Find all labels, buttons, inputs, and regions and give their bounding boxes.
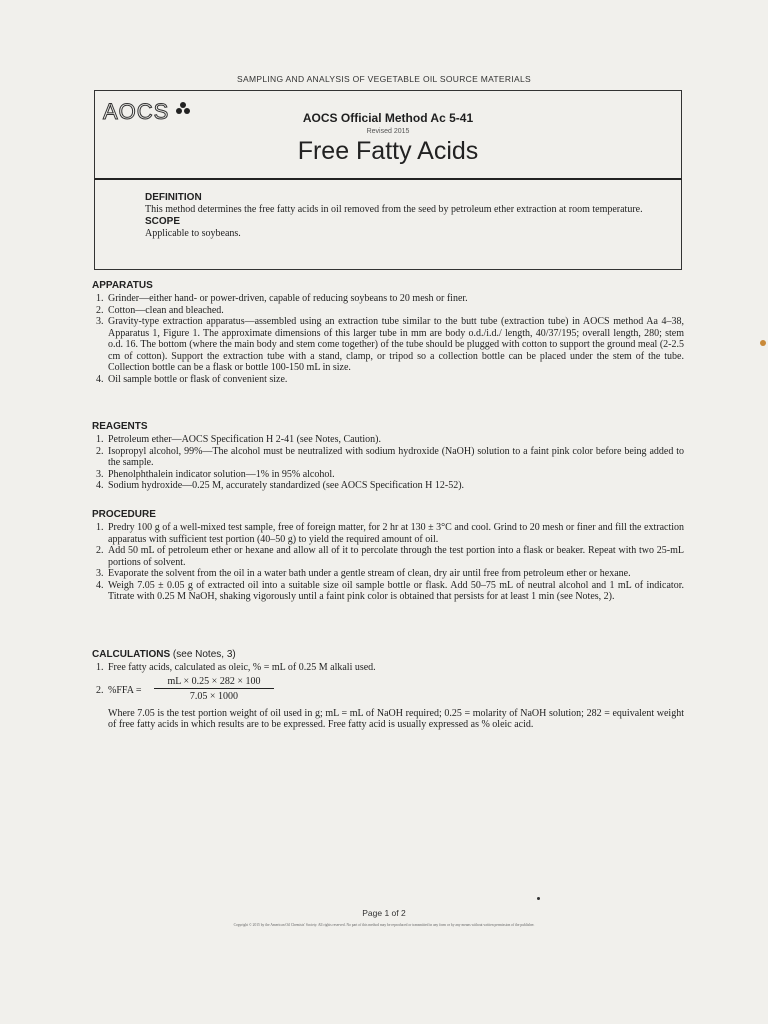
formula-explanation: Where 7.05 is the test portion weight of oil used in g; mL = mL of NaOH required; 0.25 = molarity of NaOH solution; 282 = equivalent weight of free fatty acids in which results are to be expressed. Free fatty acid is usually expressed as % oleic acid. (108, 707, 684, 730)
list-item: 1. Petroleum ether—AOCS Specification H 2-41 (see Notes, Caution). (96, 434, 381, 445)
paper-speck (760, 340, 766, 346)
paper-speck (537, 897, 540, 900)
list-item: 4. Sodium hydroxide—0.25 M, accurately standardized (see AOCS Specification H 12-52). (96, 480, 465, 491)
list-item: 4. Weigh 7.05 ± 0.05 g of extracted oil into a suitable size oil sample bottle or flask. Add 50–75 mL of neutral alcohol and 1 mL of indicator. Titrate with 0.25 M NaOH, shaking vigorously until a faint pink color is obtained that persists for at least 1 min (see Notes, 2). (96, 579, 684, 602)
definition-box (94, 180, 682, 270)
formula-numerator: mL × 0.25 × 282 × 100 (154, 676, 274, 690)
aocs-logo: AOCS (103, 99, 170, 124)
list-item: 1. Grinder—either hand- or power-driven, capable of reducing soybeans to 20 mesh or finer. (96, 293, 468, 304)
apparatus-heading: APPARATUS (92, 280, 153, 291)
ffa-formula: 2. %FFA = $\frac{mL \times 0.25 \times 282 \times 100}{7.05 \times 1000}$ (92, 676, 684, 706)
formula-denominator: 7.05 × 1000 (189, 691, 239, 702)
list-item: 1. Predry 100 g of a well-mixed test sample, free of foreign matter, for 2 hr at 130 ± 3°C and cool. Grind to 20 mesh or finer and fill the extraction apparatus with sufficient test portion (40–50 g) to yield the required amount of oil. (96, 522, 684, 545)
procedure-section (92, 508, 684, 603)
list-item: 2. Add 50 mL of petroleum ether or hexane and allow all of it to percolate through the test portion into a flask or beaker. Repeat with two 25-mL portions of solvent. (96, 545, 684, 568)
title-block (94, 90, 682, 180)
procedure-heading: PROCEDURE (92, 509, 156, 520)
running-header: SAMPLING AND ANALYSIS OF VEGETABLE OIL SOURCE MATERIALS (237, 74, 531, 84)
formula-fraction (154, 676, 274, 703)
definition-heading: DEFINITION (145, 192, 202, 203)
calculations-section (92, 648, 684, 731)
definition-text: This method determines the free fatty acids in oil removed from the seed by petroleum ether extraction at room temperature. (145, 204, 643, 215)
list-item: 1. Free fatty acids, calculated as oleic, % = mL of 0.25 M alkali used. (96, 662, 376, 673)
list-item: 2. Cotton—clean and bleached. (96, 304, 224, 316)
reagents-heading: REAGENTS (92, 421, 148, 432)
document-title: Free Fatty Acids (297, 137, 479, 165)
apparatus-section (92, 279, 684, 385)
list-item: 3. Evaporate the solvent from the oil in a water bath under a gentle stream of clean, dry air until free from petroleum ether or hexane. (96, 568, 631, 579)
scope-heading: SCOPE (145, 216, 181, 227)
list-item: 3. Gravity-type extraction apparatus—assembled using an extraction tube similar to the butt tube (extraction tube) in AOCS method Aa 4–38, Apparatus 1, Figure 1. The approximate dimensions of this larger tube in mm are body o.d./i.d./ length, 40/37/195; overall length, 280; stem o.d. 16. The bottom (where the main body and stem come together) of the tube should be plugged with cotton to support the ground meal (2-2.5 cm of cotton). Support the extraction tube with a stand, clamp, or tripod so a collection bottle can be placed under the stem of the tube. Collection bottle can be a flask or bottle 100-150 mL in size. (96, 316, 684, 373)
page-number: Page 1 of 2 (362, 908, 406, 918)
calculations-heading: CALCULATIONS (92, 649, 171, 660)
scope-text: Applicable to soybeans. (145, 228, 241, 239)
list-item: 2. Isopropyl alcohol, 99%—The alcohol must be neutralized with sodium hydroxide (NaOH) solution to a faint pink color before being added to the sample. (96, 445, 684, 468)
copyright-notice: Copyright © 2015 by the American Oil Chemists' Society. All rights reserved. No part of this method may be reproduced or transmitted in any form or by any means without written permission of the publisher. (233, 923, 535, 927)
method-number: AOCS Official Method Ac 5-41 (302, 111, 474, 125)
revision-date: Revised 2015 (366, 128, 410, 135)
calculations-heading-note: (see Notes, 3) (172, 649, 236, 660)
list-item: 4. Oil sample bottle or flask of convenient size. (96, 373, 288, 385)
list-item: 3. Phenolphthalein indicator solution—1% in 95% alcohol. (96, 468, 335, 480)
formula-lhs: %FFA = (108, 684, 142, 696)
reagents-section (92, 420, 684, 492)
